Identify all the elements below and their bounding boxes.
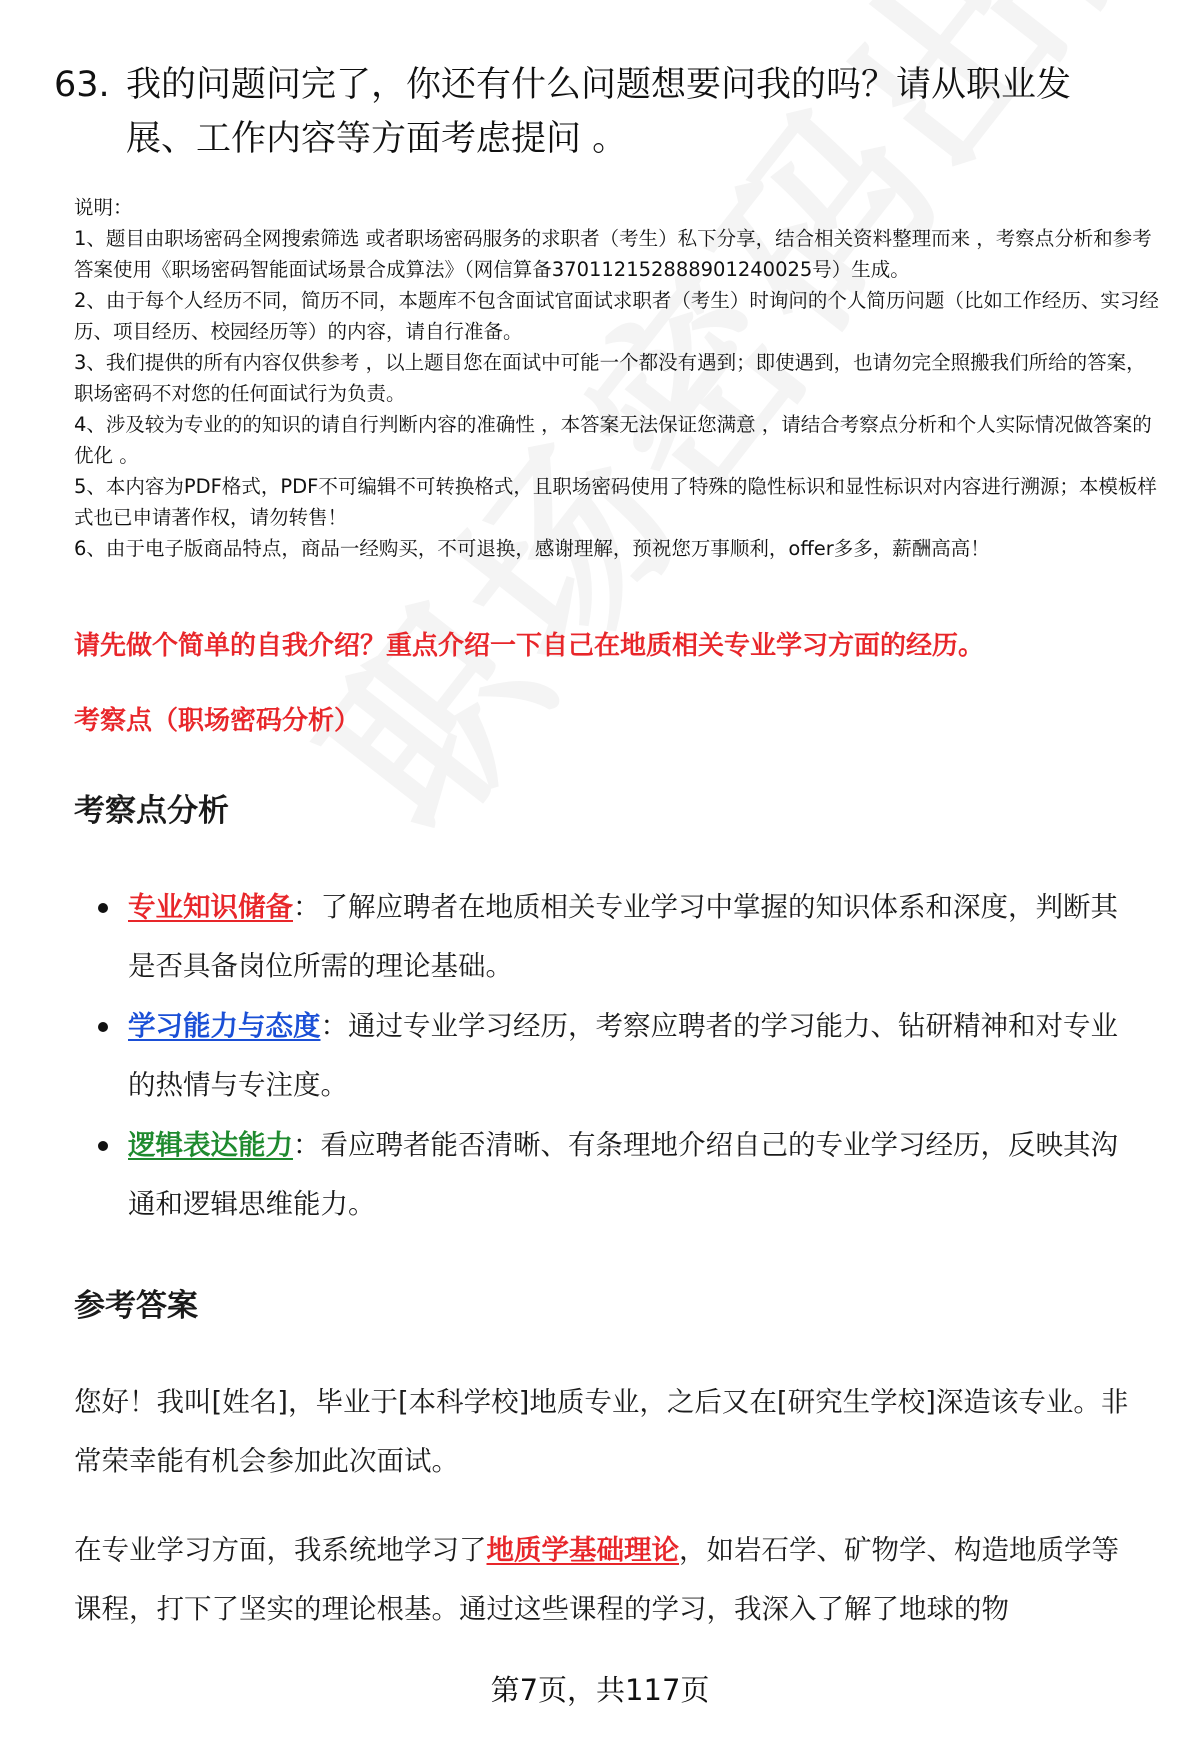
analysis-list [74, 878, 1144, 1235]
analysis-item [74, 878, 1144, 996]
question-number: 63. [54, 65, 110, 105]
analysis-text: 通过专业学习经历，考察应聘者的学习能力、钻研精神和对专业的热情与专注度。 [128, 1010, 1118, 1101]
question-title [54, 58, 1134, 166]
note-item: 2、由于每个人经历不同，简历不同，本题库不包含面试官面试求职者（考生）时询问的个人简历问题（比如工作经历、实习经历、项目经历、校园经历等）的内容，请自行准备。 [74, 289, 1159, 343]
analysis-sep: ： [320, 1010, 348, 1042]
note-item: 5、本内容为PDF格式，PDF不可编辑不可转换格式，且职场密码使用了特殊的隐性标识和显性标识对内容进行溯源；本模板样式也已申请著作权，请勿转售！ [74, 475, 1157, 529]
analysis-text: 了解应聘者在地质相关专业学习中掌握的知识体系和深度，判断其是否具备岗位所需的理论基础。 [128, 891, 1118, 982]
answer-text: ，如岩石学、矿物学、构造地质学等课程，打下了坚实的理论根基。通过这些课程的学习，我深入了解了地球的物 [74, 1534, 1119, 1625]
analysis-text: 看应聘者能否清晰、有条理地介绍自己的专业学习经历，反映其沟通和逻辑思维能力。 [128, 1129, 1118, 1220]
analysis-sep: ： [293, 1129, 321, 1161]
answer-paragraph: 您好！我叫[姓名]，毕业于[本科学校]地质专业，之后又在[研究生学校]深造该专业。非常荣幸能有机会参加此次面试。 [74, 1386, 1129, 1477]
answer-body [74, 1373, 1144, 1669]
question-text: 我的问题问完了，你还有什么问题想要问我的吗？请从职业发展、工作内容等方面考虑提问 。 [126, 65, 1072, 159]
notes-section [74, 192, 1164, 564]
bullet-dot [98, 903, 108, 913]
answer-paragraph [74, 1521, 1144, 1639]
answer-keyword: 地质学基础理论 [486, 1534, 679, 1566]
bullet-dot [98, 1022, 108, 1032]
answer-heading: 参考答案 [74, 1288, 198, 1324]
analysis-keyword: 专业知识储备 [128, 891, 293, 923]
analysis-keyword: 逻辑表达能力 [128, 1129, 293, 1161]
page-number: 第7页，共117页 [490, 1673, 710, 1707]
sample-question: 请先做个简单的自我介绍？重点介绍一下自己在地质相关专业学习方面的经历。 [74, 631, 985, 661]
notes-heading: 说明： [74, 196, 133, 219]
analysis-sep: ： [293, 891, 321, 923]
note-item: 6、由于电子版商品特点，商品一经购买，不可退换，感谢理解，预祝您万事顺利，offer多多，薪酬高高！ [74, 537, 990, 560]
analysis-heading: 考察点分析 [74, 793, 229, 829]
analysis-item [74, 997, 1144, 1115]
note-item: 3、我们提供的所有内容仅供参考 ，以上题目您在面试中可能一个都没有遇到；即使遇到，也请勿完全照搬我们所给的答案，职场密码不对您的任何面试行为负责。 [74, 351, 1146, 405]
bullet-dot [98, 1141, 108, 1151]
note-item: 1、题目由职场密码全网搜索筛选 或者职场密码服务的求职者（考生）私下分享，结合相关资料整理而来 ，考察点分析和参考答案使用《职场密码智能面试场景合成算法》（网信算备370112152888901240025号）生成。 [74, 227, 1152, 281]
answer-text: 在专业学习方面，我系统地学习了 [74, 1534, 487, 1566]
sample-question-subtitle: 考察点（职场密码分析） [74, 706, 361, 736]
analysis-item [74, 1116, 1144, 1234]
note-item: 4、涉及较为专业的的知识的请自行判断内容的准确性 ，本答案无法保证您满意 ，请结合考察点分析和个人实际情况做答案的优化 。 [74, 413, 1152, 467]
analysis-keyword: 学习能力与态度 [128, 1010, 321, 1042]
